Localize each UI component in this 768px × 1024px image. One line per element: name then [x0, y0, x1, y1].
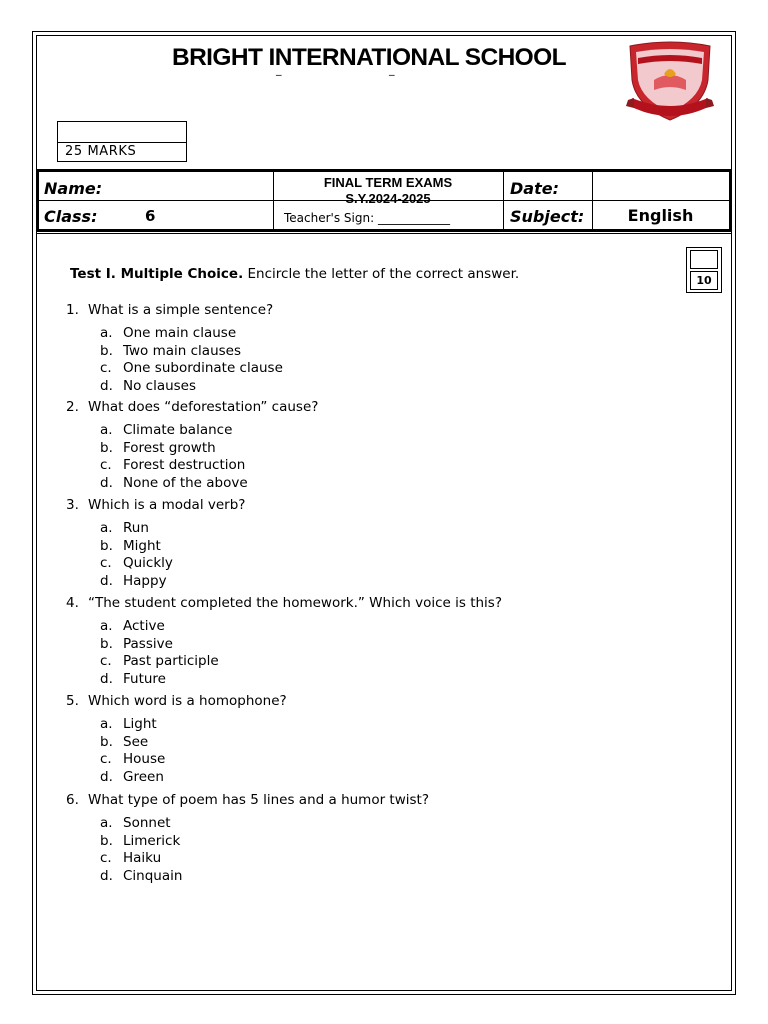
option-text: Future	[123, 670, 166, 687]
question	[66, 399, 318, 415]
table-divider	[503, 172, 504, 229]
test-title: Test I. Multiple Choice.	[70, 266, 244, 282]
option-text: One main clause	[123, 325, 237, 341]
option-text: Run	[123, 520, 149, 536]
total-marks-box	[57, 121, 187, 162]
question	[66, 302, 273, 318]
option-text: See	[123, 733, 149, 750]
option-text: Active	[123, 618, 165, 634]
option-letter[interactable]: c.	[100, 653, 112, 670]
answer-option[interactable]	[100, 422, 232, 438]
answer-option[interactable]	[100, 520, 149, 536]
option-letter[interactable]: b.	[100, 342, 113, 359]
option-text: One subordinate clause	[123, 360, 283, 377]
class-label: Class:	[44, 207, 98, 226]
school-name: BRIGHT INTERNATIONAL SCHOOL	[172, 44, 566, 71]
school-crest-icon	[624, 40, 716, 124]
question-number: 1.	[66, 302, 79, 318]
answer-option[interactable]	[100, 555, 173, 571]
answer-option[interactable]	[100, 653, 219, 669]
school-year: S.Y.2024-2025	[345, 191, 431, 206]
class-value: 6	[145, 207, 156, 225]
answer-option[interactable]	[100, 751, 165, 767]
score-blank	[690, 250, 718, 269]
answer-option[interactable]	[100, 457, 245, 473]
option-letter[interactable]: b.	[100, 635, 113, 652]
question	[66, 792, 429, 808]
answer-option[interactable]	[100, 538, 161, 554]
option-text: Haiku	[123, 850, 162, 867]
answer-option[interactable]	[100, 850, 161, 866]
option-letter[interactable]: c.	[100, 751, 112, 768]
answer-option[interactable]	[100, 618, 165, 634]
option-letter[interactable]: d.	[100, 867, 113, 884]
option-letter[interactable]: a.	[100, 716, 113, 732]
option-text: No clauses	[123, 377, 197, 394]
answer-option[interactable]	[100, 325, 236, 341]
answer-option[interactable]	[100, 360, 283, 376]
question-number: 3.	[66, 497, 79, 513]
option-letter[interactable]: a.	[100, 815, 113, 831]
option-letter[interactable]: b.	[100, 733, 113, 750]
title-underline-mark: ‾	[276, 73, 282, 86]
marks-score-blank	[58, 122, 186, 143]
option-text: Forest growth	[123, 439, 216, 456]
answer-option[interactable]	[100, 440, 216, 456]
question-text: What type of poem has 5 lines and a humor twist?	[88, 792, 430, 808]
option-letter[interactable]: a.	[100, 325, 113, 341]
test-score-box	[686, 247, 722, 293]
question-text: What does “deforestation” cause?	[88, 399, 319, 415]
answer-option[interactable]	[100, 769, 164, 785]
option-text: Quickly	[123, 555, 173, 572]
answer-option[interactable]	[100, 868, 182, 884]
answer-option[interactable]	[100, 573, 167, 589]
answer-option[interactable]	[100, 833, 180, 849]
question	[66, 497, 245, 513]
answer-option[interactable]	[100, 815, 171, 831]
option-text: Passive	[123, 635, 173, 652]
option-letter[interactable]: d.	[100, 377, 113, 394]
section-rule	[36, 233, 732, 234]
option-letter[interactable]: a.	[100, 618, 113, 634]
exam-title: FINAL TERM EXAMS	[323, 175, 453, 190]
subject-value: English	[627, 206, 694, 225]
option-letter[interactable]: a.	[100, 520, 113, 536]
answer-option[interactable]	[100, 343, 241, 359]
option-text: Forest destruction	[123, 457, 246, 474]
option-letter[interactable]: b.	[100, 832, 113, 849]
teacher-sign-field: Teacher's Sign: ____________	[284, 211, 450, 225]
question-text: Which word is a homophone?	[88, 693, 287, 709]
option-letter[interactable]: c.	[100, 850, 112, 867]
question-number: 6.	[66, 792, 79, 808]
option-text: Might	[123, 537, 161, 554]
option-text: Green	[123, 768, 164, 785]
question-number: 5.	[66, 693, 79, 709]
option-letter[interactable]: d.	[100, 768, 113, 785]
total-marks: 25 MARKS	[65, 144, 137, 159]
test-directions: Encircle the letter of the correct answer.	[243, 266, 520, 282]
option-text: Sonnet	[123, 815, 171, 831]
option-text: Past participle	[123, 653, 219, 670]
option-text: Cinquain	[123, 867, 183, 884]
option-text: Happy	[123, 572, 167, 589]
option-letter[interactable]: c.	[100, 457, 112, 474]
option-text: Climate balance	[123, 422, 233, 438]
option-letter[interactable]: c.	[100, 360, 112, 377]
answer-option[interactable]	[100, 475, 248, 491]
name-label: Name:	[44, 179, 103, 198]
answer-option[interactable]	[100, 636, 173, 652]
answer-option[interactable]	[100, 671, 166, 687]
subject-label: Subject:	[510, 207, 585, 226]
question-number: 4.	[66, 595, 79, 611]
question-text: Which is a modal verb?	[88, 497, 246, 513]
question	[66, 693, 287, 709]
test-instructions	[70, 266, 519, 282]
option-text: None of the above	[123, 474, 248, 491]
answer-option[interactable]	[100, 716, 157, 732]
student-info-table	[36, 169, 732, 232]
option-text: Two main clauses	[123, 342, 241, 359]
answer-option[interactable]	[100, 378, 196, 394]
title-underline-mark: ‾	[389, 73, 395, 86]
option-letter[interactable]: b.	[100, 439, 113, 456]
question-text: What is a simple sentence?	[88, 302, 274, 318]
date-label: Date:	[510, 179, 559, 198]
answer-option[interactable]	[100, 734, 148, 750]
option-letter[interactable]: d.	[100, 670, 113, 687]
option-text: Light	[123, 716, 157, 732]
test-total-score: 10	[690, 271, 718, 290]
question-number: 2.	[66, 399, 79, 415]
option-letter[interactable]: a.	[100, 422, 113, 438]
question-text: “The student completed the homework.” Which voice is this?	[88, 595, 502, 611]
question	[66, 595, 502, 611]
option-letter[interactable]: b.	[100, 537, 113, 554]
option-letter[interactable]: c.	[100, 555, 112, 572]
option-letter[interactable]: d.	[100, 572, 113, 589]
option-text: Limerick	[123, 832, 181, 849]
option-text: House	[123, 751, 166, 768]
option-letter[interactable]: d.	[100, 474, 113, 491]
